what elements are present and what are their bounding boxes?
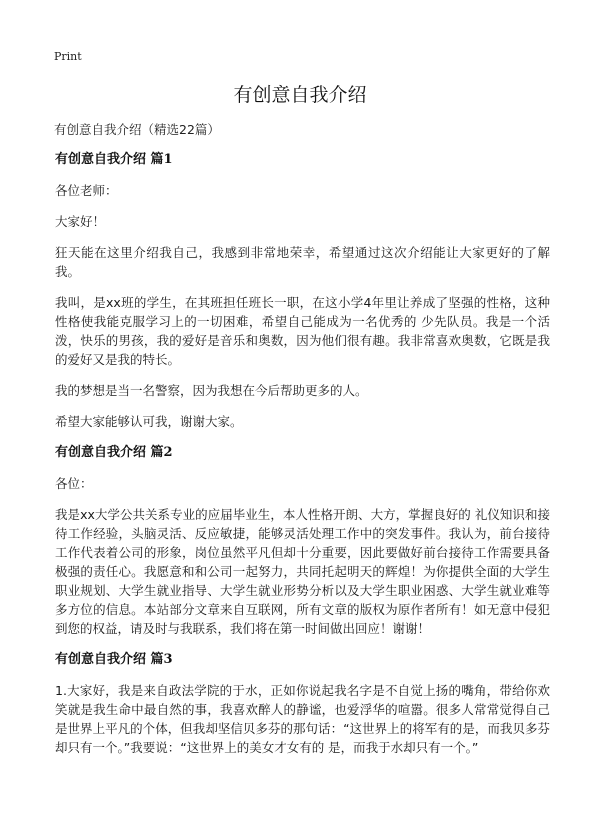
paragraph: 1.大家好，我是来自政法学院的于水，正如你说起我名字是不自觉上扬的嘴角，带给你欢笑就是我生命中最自然的事，我喜欢醉人的静谧，也爱浮华的喧嚣。很多人常常觉得自己是世界上平凡的个体，但我却坚信贝多芬的那句话：“这世界上的将军有的是，而我贝多芬却只有一个。”我要说：“这世界上的美女才女有的 是，而我于水却只有一个。”: [55, 683, 550, 755]
paragraph: 我叫，是xx班的学生，在其班担任班长一职，在这小学4年里让养成了坚强的性格，这种性格使我能克服学习上的一切困难，希望自己能成为一名优秀的 少先队员。我是一个活泼，快乐的男孩，我的爱好是音乐和奥数，因为他们很有趣。我非常喜欢奥数，它既是我的爱好又是我的特长。: [55, 295, 550, 367]
paragraph: 各位老师：: [55, 183, 118, 198]
paragraph: 狂天能在这里介绍我自己，我感到非常地荣幸，希望通过这次介绍能让大家更好的了解我。: [55, 245, 550, 279]
paragraph: 希望大家能够认可我，谢谢大家。: [55, 414, 243, 429]
document-subtitle: 有创意自我介绍（精选22篇）: [54, 122, 220, 137]
section-heading: 有创意自我介绍 篇3: [55, 652, 173, 667]
section-heading: 有创意自我介绍 篇2: [55, 445, 173, 460]
print-link[interactable]: Print: [54, 50, 82, 63]
section-heading: 有创意自我介绍 篇1: [55, 152, 173, 167]
paragraph: 我是xx大学公共关系专业的应届毕业生，本人性格开朗、大方，掌握良好的 礼仪知识和接待工作经验，头脑灵活、反应敏捷，能够灵活处理工作中的突发事件。我认为，前台接待工作代表着公司的形象，岗位虽然平凡但却十分重要，因此要做好前台接待工作需要具备极强的责任心。我愿意和和公司一起努力，共同托起明天的辉煌！为你提供全面的大学生职业规划、大学生就业指导、大学生就业形势分析以及大学生职业困惑、大学生就业难等多方位的信息。本站部分文章来自互联网，所有文章的版权为原作者所有！如无意中侵犯到您的权益，请及时与我联系，我们将在第一时间做出回应！谢谢！: [55, 507, 550, 636]
paragraph: 大家好！: [55, 214, 106, 229]
page-title: 有创意自我介绍: [233, 84, 367, 106]
paragraph: 各位：: [55, 476, 93, 491]
paragraph: 我的梦想是当一名警察，因为我想在今后帮助更多的人。: [55, 383, 368, 398]
document-body: [55, 150, 550, 769]
